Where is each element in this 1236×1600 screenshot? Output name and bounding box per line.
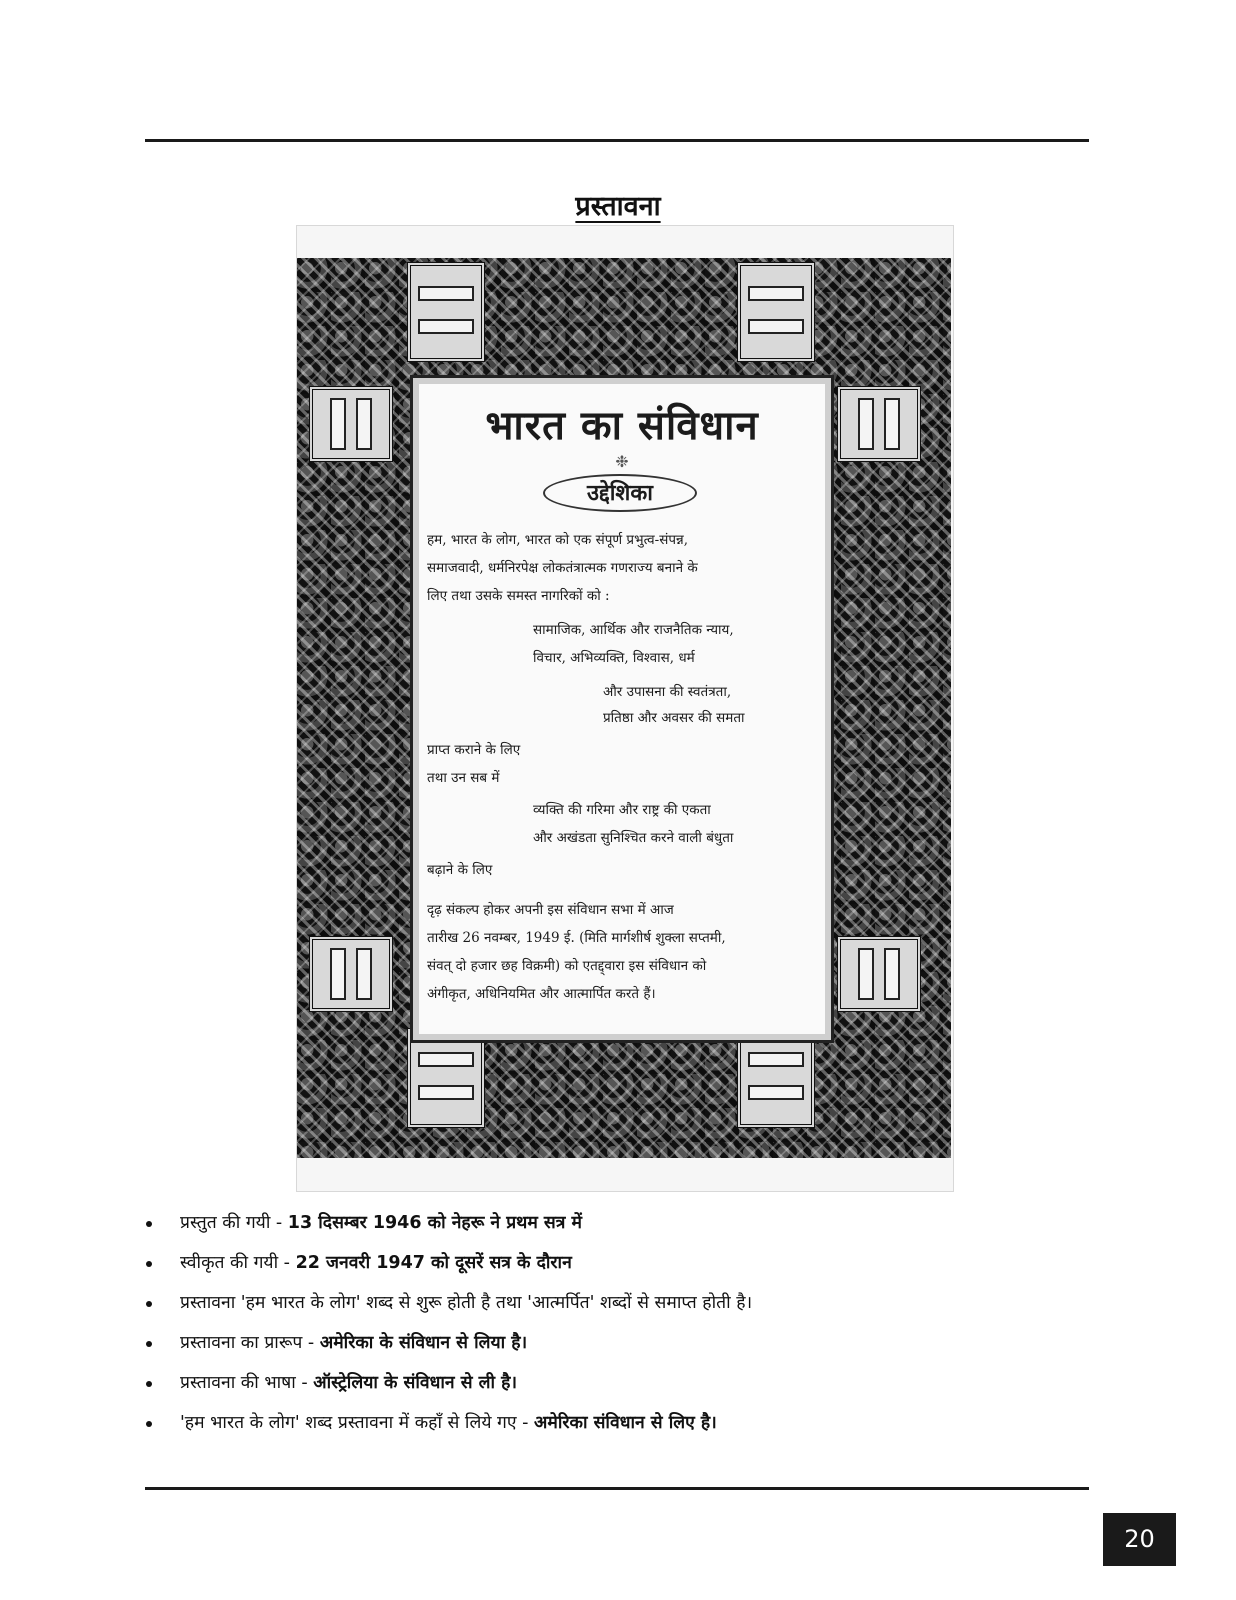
preamble-line: सामाजिक, आर्थिक और राजनैतिक न्याय,: [533, 622, 734, 638]
fact-value: अमेरिका संविधान से लिए है।: [534, 1413, 717, 1433]
list-item: [143, 1251, 1103, 1291]
preamble-line: प्रतिष्ठा और अवसर की समता: [603, 710, 745, 726]
preamble-line: प्राप्त कराने के लिए: [427, 742, 521, 758]
fact-label: प्रस्तावना की भाषा -: [180, 1373, 314, 1393]
ornament-star-icon: ❉: [615, 452, 629, 471]
list-item: [143, 1211, 1103, 1251]
preamble-line: तथा उन सब में: [427, 770, 500, 786]
fact-label: स्वीकृत की गयी -: [180, 1253, 296, 1273]
preamble-line: दृढ़ संकल्प होकर अपनी इस संविधान सभा में आज: [427, 902, 674, 918]
fact-list: [143, 1211, 1103, 1451]
fact-label: प्रस्तावना का प्रारूप -: [180, 1333, 320, 1353]
section-title: प्रस्तावना: [575, 191, 661, 222]
bottom-rule: [145, 1487, 1089, 1490]
list-item: [143, 1331, 1103, 1371]
border-panel-motif: [309, 386, 393, 462]
preamble-line: अंगीकृत, अधिनियमित और आत्मार्पित करते हैं।: [427, 986, 656, 1002]
border-panel-motif: [309, 936, 393, 1012]
preamble-line: लिए तथा उसके समस्त नागरिकों को :: [427, 588, 610, 604]
border-panel-motif: [837, 386, 921, 462]
fact-label: प्रस्तुत की गयी -: [180, 1213, 288, 1233]
preamble-parchment: [410, 375, 834, 1043]
fact-value: 13 दिसम्बर 1946 को नेहरू ने प्रथम सत्र में: [287, 1213, 582, 1233]
fact-label: 'हम भारत के लोग' शब्द प्रस्तावना में कहाँ से लिये गए -: [180, 1413, 535, 1433]
list-item: [143, 1411, 1103, 1451]
fact-value: ऑस्ट्रेलिया के संविधान से ली है।: [313, 1373, 518, 1393]
border-panel-motif: [407, 262, 485, 362]
list-item: [143, 1371, 1103, 1411]
list-item: [143, 1291, 1103, 1331]
fact-value: 22 जनवरी 1947 को दूसरें सत्र के दौरान: [295, 1253, 572, 1273]
constitution-title: भारत का संविधान: [485, 402, 759, 449]
preamble-subtitle: उद्देशिका: [543, 474, 697, 512]
fact-label: प्रस्तावना 'हम भारत के लोग' शब्द से शुरू होती है तथा 'आत्मर्पित' शब्दों से समाप्त होती है।: [180, 1293, 753, 1313]
fact-value: अमेरिका के संविधान से लिया है।: [319, 1333, 528, 1353]
preamble-line: व्यक्ति की गरिमा और राष्ट्र की एकता: [533, 802, 711, 818]
preamble-line: और उपासना की स्वतंत्रता,: [603, 684, 732, 700]
border-panel-motif: [737, 262, 815, 362]
preamble-line: बढ़ाने के लिए: [427, 862, 493, 878]
border-panel-motif: [737, 1028, 815, 1128]
preamble-line: और अखंडता सुनिश्चित करने वाली बंधुता: [533, 830, 734, 846]
preamble-line: हम, भारत के लोग, भारत को एक संपूर्ण प्रभुत्व-संपन्न,: [427, 532, 689, 548]
border-panel-motif: [837, 936, 921, 1012]
page-number: 20: [1103, 1513, 1176, 1566]
preamble-line: संवत् दो हजार छह विक्रमी) को एतद्द्वारा इस संविधान को: [427, 958, 707, 974]
preamble-line: विचार, अभिव्यक्ति, विश्वास, धर्म: [533, 650, 695, 666]
border-panel-motif: [407, 1028, 485, 1128]
preamble-line: तारीख 26 नवम्बर, 1949 ई. (मिति मार्गशीर्ष शुक्ला सप्तमी,: [427, 930, 726, 946]
preamble-line: समाजवादी, धर्मनिरपेक्ष लोकतंत्रात्मक गणराज्य बनाने के: [427, 560, 698, 576]
top-rule: [145, 139, 1089, 142]
